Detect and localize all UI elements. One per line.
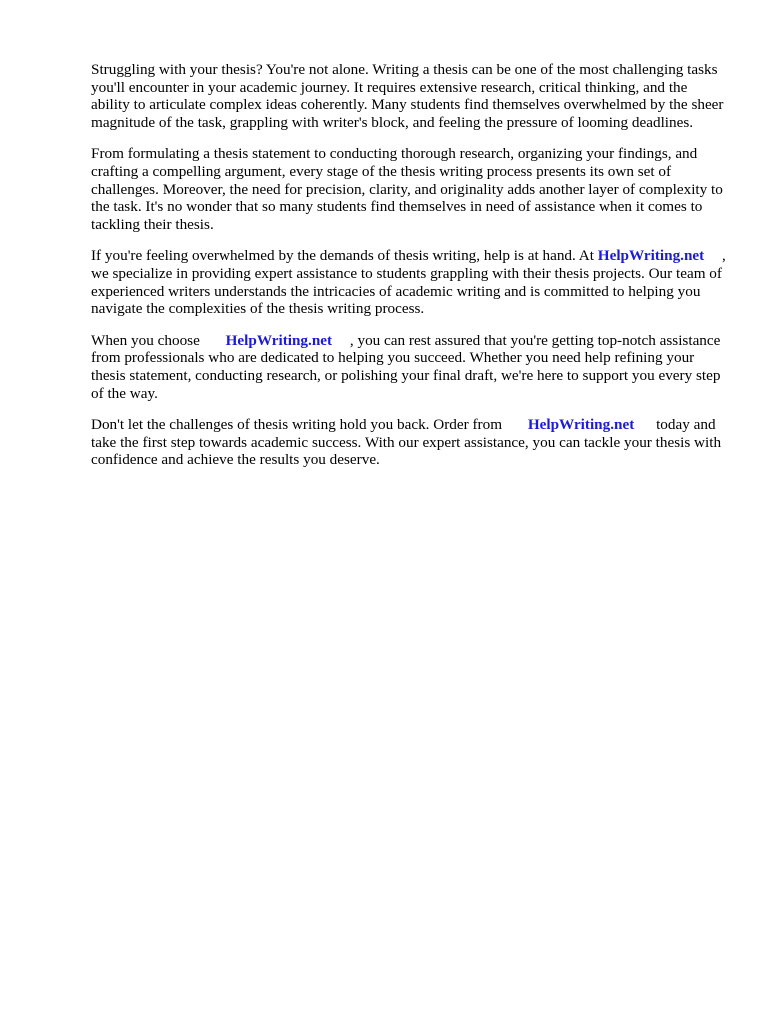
paragraph-help-offer bbox=[91, 247, 728, 317]
paragraph-text: Don't let the challenges of thesis writing hold you back. Order from bbox=[91, 416, 506, 434]
paragraph-order bbox=[91, 416, 728, 469]
paragraph-text: , you can rest assured that you're getting top-notch assistance from professionals who are dedicated to helping you succeed. Whether you need help refining your thesis statement, conducting research, or polishing your final draft, we're here to support you every step of the way. bbox=[91, 331, 721, 402]
paragraph-text: , we specialize in providing expert assistance to students grappling with their thesis projects. Our team of experienced writers understands the intricacies of academic writing and is committed to helping you navigate the complexities of the thesis writing process. bbox=[91, 247, 726, 318]
paragraph-text: When you choose bbox=[91, 331, 204, 349]
helpwriting-link[interactable]: HelpWriting.net bbox=[225, 331, 333, 349]
helpwriting-link[interactable]: HelpWriting.net bbox=[527, 416, 635, 434]
paragraph-challenges: From formulating a thesis statement to conducting thorough research, organizing your findings, and crafting a compelling argument, every stage of the thesis writing process presents its own set of challenges. Moreover, the need for precision, clarity, and originality adds another layer of complexity to the task. It's no wonder that so many students find themselves in need of assistance when it comes to tackling their thesis. bbox=[91, 145, 723, 233]
helpwriting-link[interactable]: HelpWriting.net bbox=[597, 247, 705, 265]
paragraph-intro: Struggling with your thesis? You're not alone. Writing a thesis can be one of the most challenging tasks you'll encounter in your academic journey. It requires extensive research, critical thinking, and the ability to articulate complex ideas coherently. Many students find themselves overwhelmed by the sheer magnitude of the task, grappling with writer's block, and feeling the pressure of looming deadlines. bbox=[91, 61, 724, 131]
paragraph-text: If you're feeling overwhelmed by the demands of thesis writing, help is at hand. At bbox=[91, 247, 598, 265]
paragraph-choose bbox=[91, 332, 728, 402]
paragraph-text: today and take the first step towards academic success. With our expert assistance, you can tackle your thesis with confidence and achieve the results you deserve. bbox=[91, 416, 722, 469]
